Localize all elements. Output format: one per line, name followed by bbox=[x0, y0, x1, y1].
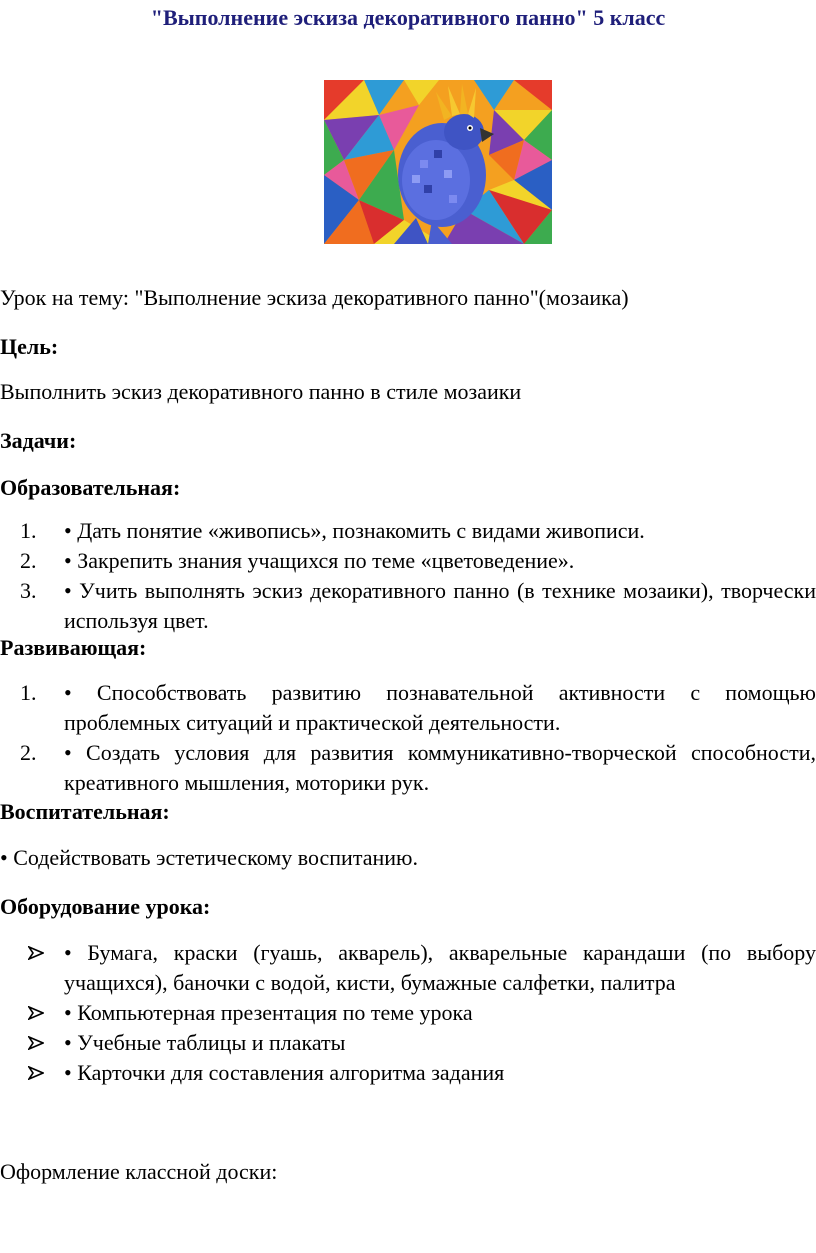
upbringing-heading: Воспитательная: bbox=[0, 799, 170, 824]
list-item-text: • Карточки для составления алгоритма задания bbox=[64, 1060, 505, 1085]
arrow-bullet-icon bbox=[28, 1066, 44, 1080]
parrot-mosaic-image bbox=[324, 80, 552, 244]
equipment-heading: Оборудование урока: bbox=[0, 894, 211, 919]
list-item-text: • Бумага, краски (гуашь, акварель), акварельные карандаши (по выбору учащихся), баночки с водой, кисти, бумажные салфетки, палитра bbox=[64, 940, 816, 995]
page-title: "Выполнение эскиза декоративного панно" 5 класс bbox=[150, 5, 666, 30]
list-number: 1. bbox=[20, 680, 37, 705]
developing-heading: Развивающая: bbox=[0, 635, 147, 660]
list-item bbox=[0, 678, 816, 738]
educational-heading: Образовательная: bbox=[0, 475, 181, 500]
arrow-bullet-icon bbox=[28, 1036, 44, 1050]
equipment-list bbox=[0, 938, 816, 1088]
tasks-heading: Задачи: bbox=[0, 428, 77, 453]
goal-heading: Цель: bbox=[0, 334, 59, 359]
list-item bbox=[0, 546, 816, 576]
list-number: 2. bbox=[20, 548, 37, 573]
board-heading: Оформление классной доски: bbox=[0, 1159, 278, 1184]
list-item bbox=[0, 738, 816, 798]
goal-text: Выполнить эскиз декоративного панно в стиле мозаики bbox=[0, 379, 522, 404]
list-item bbox=[0, 516, 816, 546]
list-number: 1. bbox=[20, 518, 37, 543]
list-item-text: • Закрепить знания учащихся по теме «цветоведение». bbox=[64, 548, 575, 573]
list-item bbox=[0, 576, 816, 636]
list-item-text: • Дать понятие «живопись», познакомить с видами живописи. bbox=[64, 518, 645, 543]
developing-list bbox=[0, 678, 816, 798]
arrow-bullet-icon bbox=[28, 946, 44, 960]
list-number: 3. bbox=[20, 578, 37, 603]
list-item bbox=[0, 1058, 816, 1088]
list-item bbox=[0, 998, 816, 1028]
list-item bbox=[0, 938, 816, 998]
arrow-bullet-icon bbox=[28, 1006, 44, 1020]
list-item-text: • Создать условия для развития коммуникативно-творческой способности, креативного мышления, моторики рук. bbox=[64, 740, 816, 795]
list-item bbox=[0, 1028, 816, 1058]
upbringing-text: • Содействовать эстетическому воспитанию. bbox=[0, 845, 418, 870]
lesson-topic: Урок на тему: "Выполнение эскиза декоративного панно"(мозаика) bbox=[0, 285, 629, 310]
list-item-text: • Способствовать развитию познавательной активности с помощью проблемных ситуаций и практической деятельности. bbox=[64, 680, 816, 735]
educational-list bbox=[0, 516, 816, 636]
list-item-text: • Компьютерная презентация по теме урока bbox=[64, 1000, 473, 1025]
mosaic-illustration bbox=[324, 80, 552, 244]
list-item-text: • Учебные таблицы и плакаты bbox=[64, 1030, 346, 1055]
list-number: 2. bbox=[20, 740, 37, 765]
list-item-text: • Учить выполнять эскиз декоративного панно (в технике мозаики), творчески используя цвет. bbox=[64, 578, 816, 633]
